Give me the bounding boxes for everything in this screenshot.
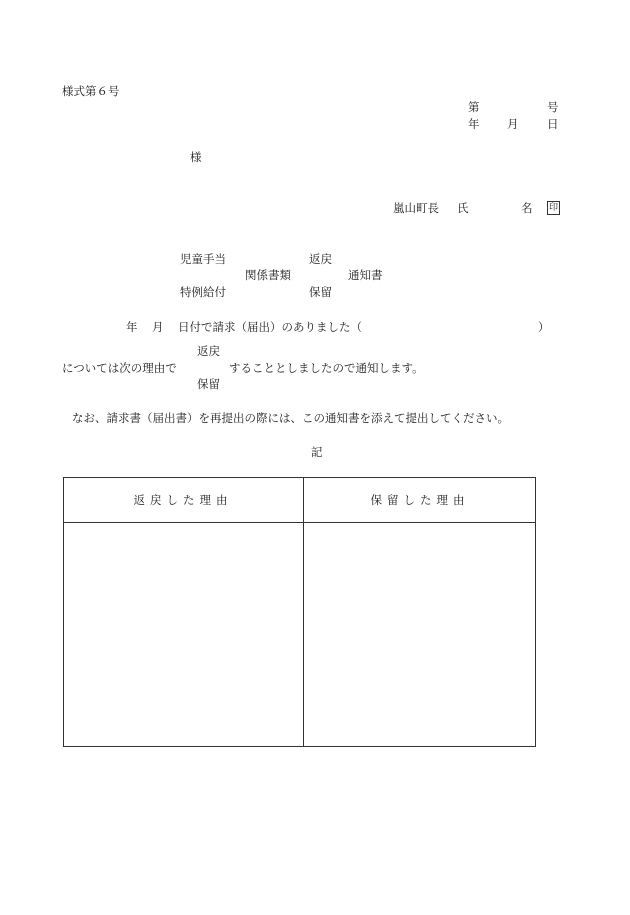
name-label-1: 氏 [457,201,469,215]
reason-option-2: 保留 [197,377,220,391]
benefit-2: 特例給付 [180,285,226,299]
form-number: 様式第６号 [62,84,120,98]
issuer-title: 嵐山町長 [393,201,439,215]
reason-option-1: 返戻 [197,344,220,358]
request-year: 年 [126,320,138,334]
header-returned-reason: 返戻した理由 [133,493,233,507]
action-2: 保留 [309,285,332,299]
addressee-suffix: 様 [190,150,202,164]
request-close-paren: ） [538,320,550,334]
action-1: 返戻 [309,252,332,266]
name-label-2: 名 [521,201,533,215]
header-held-reason: 保留した理由 [370,493,470,507]
doc-number-suffix: 号 [547,100,559,114]
date-month: 月 [507,117,519,131]
doc-number-prefix: 第 [468,100,480,114]
cell-held-reason[interactable] [304,523,535,746]
ki-heading: 記 [311,445,323,459]
date-year: 年 [468,117,480,131]
resubmit-note: なお、請求書（届出書）を再提出の際には、この通知書を添えて提出してください。 [72,411,509,425]
notice: 通知書 [348,268,383,282]
reason-lead: については次の理由で [62,361,177,375]
documents: 関係書類 [245,268,291,282]
benefit-1: 児童手当 [180,252,226,266]
seal-mark: 印 [548,203,558,213]
cell-returned-reason[interactable] [64,523,303,746]
request-month: 月 [152,320,164,334]
date-day: 日 [547,117,559,131]
reason-tail: することとしましたので通知します。 [229,361,424,375]
request-day-text: 日付で請求（届出）のありました（ [178,320,362,334]
